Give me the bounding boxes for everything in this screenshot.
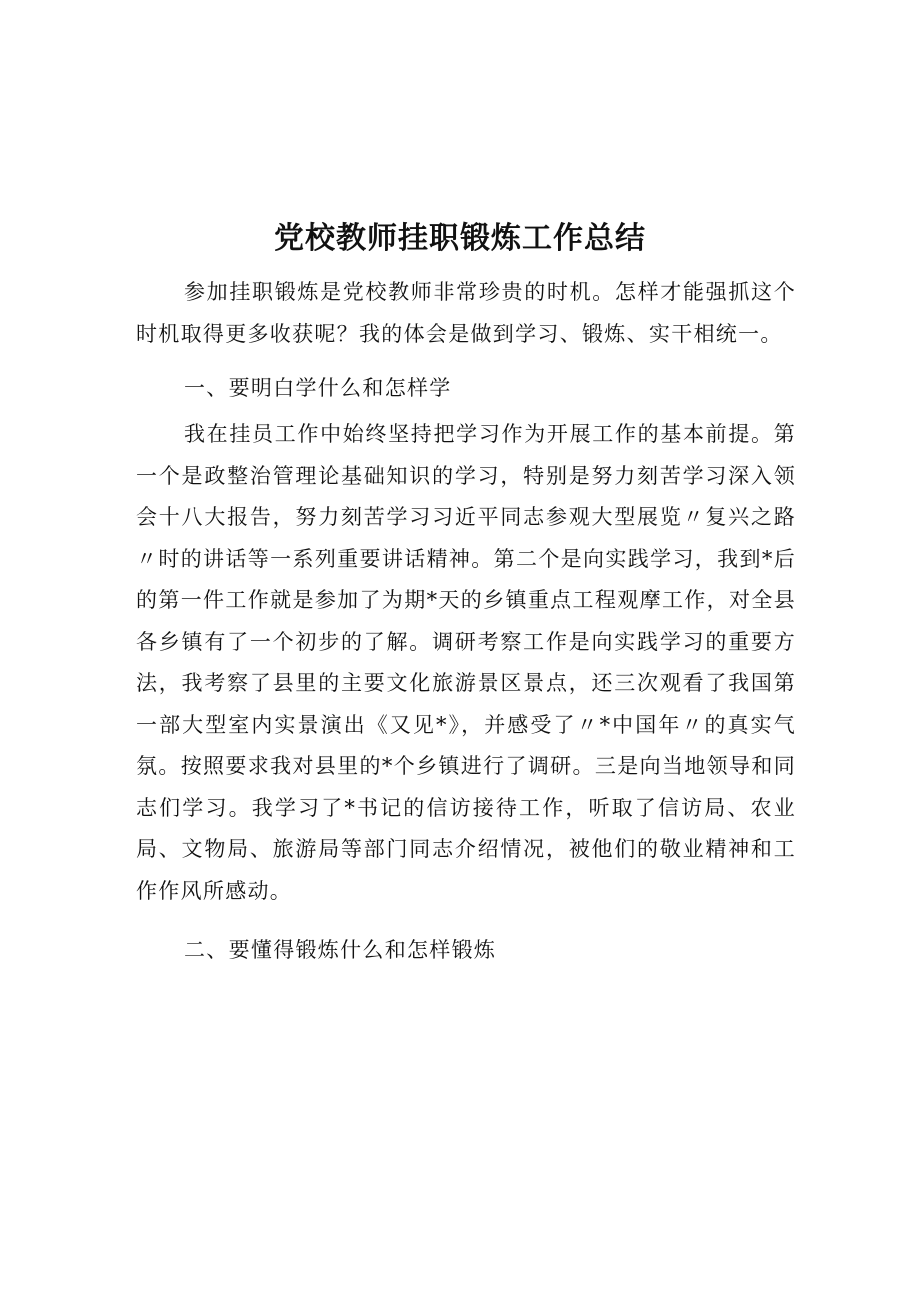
section-1-body: 我在挂员工作中始终坚持把学习作为开展工作的基本前提。第一个是政整治管理论基础知识的学习，特别是努力刻苦学习深入领会十八大报告，努力刻苦学习习近平同志参观大型展览〃复兴之路〃时的讲话等一系列重要讲话精神。第二个是向实践学习，我到*后的第一件工作就是参加了为期*天的乡镇重点工程观摩工作，对全县各乡镇有了一个初步的了解。调研考察工作是向实践学习的重要方法，我考察了县里的主要文化旅游景区景点，还三次观看了我国第一部大型室内实景演出《又见*》，并感受了〃*中国年〃的真实气氛。按照要求我对县里的*个乡镇进行了调研。三是向当地领导和同志们学习。我学习了*书记的信访接待工作，听取了信访局、农业局、文物局、旅游局等部门同志介绍情况，被他们的敬业精神和工作作风所感动。 <box>136 422 796 903</box>
section-1-heading: 一、要明白学什么和怎样学 <box>184 376 452 400</box>
section-2-heading: 二、要懂得锻炼什么和怎样锻炼 <box>184 938 497 962</box>
intro-paragraph: 参加挂职锻炼是党校教师非常珍贵的时机。怎样才能强抓这个时机取得更多收获呢？我的体会是做到学习、锻炼、实干相统一。 <box>136 280 796 346</box>
document-title: 党校教师挂职锻炼工作总结 <box>274 221 646 256</box>
